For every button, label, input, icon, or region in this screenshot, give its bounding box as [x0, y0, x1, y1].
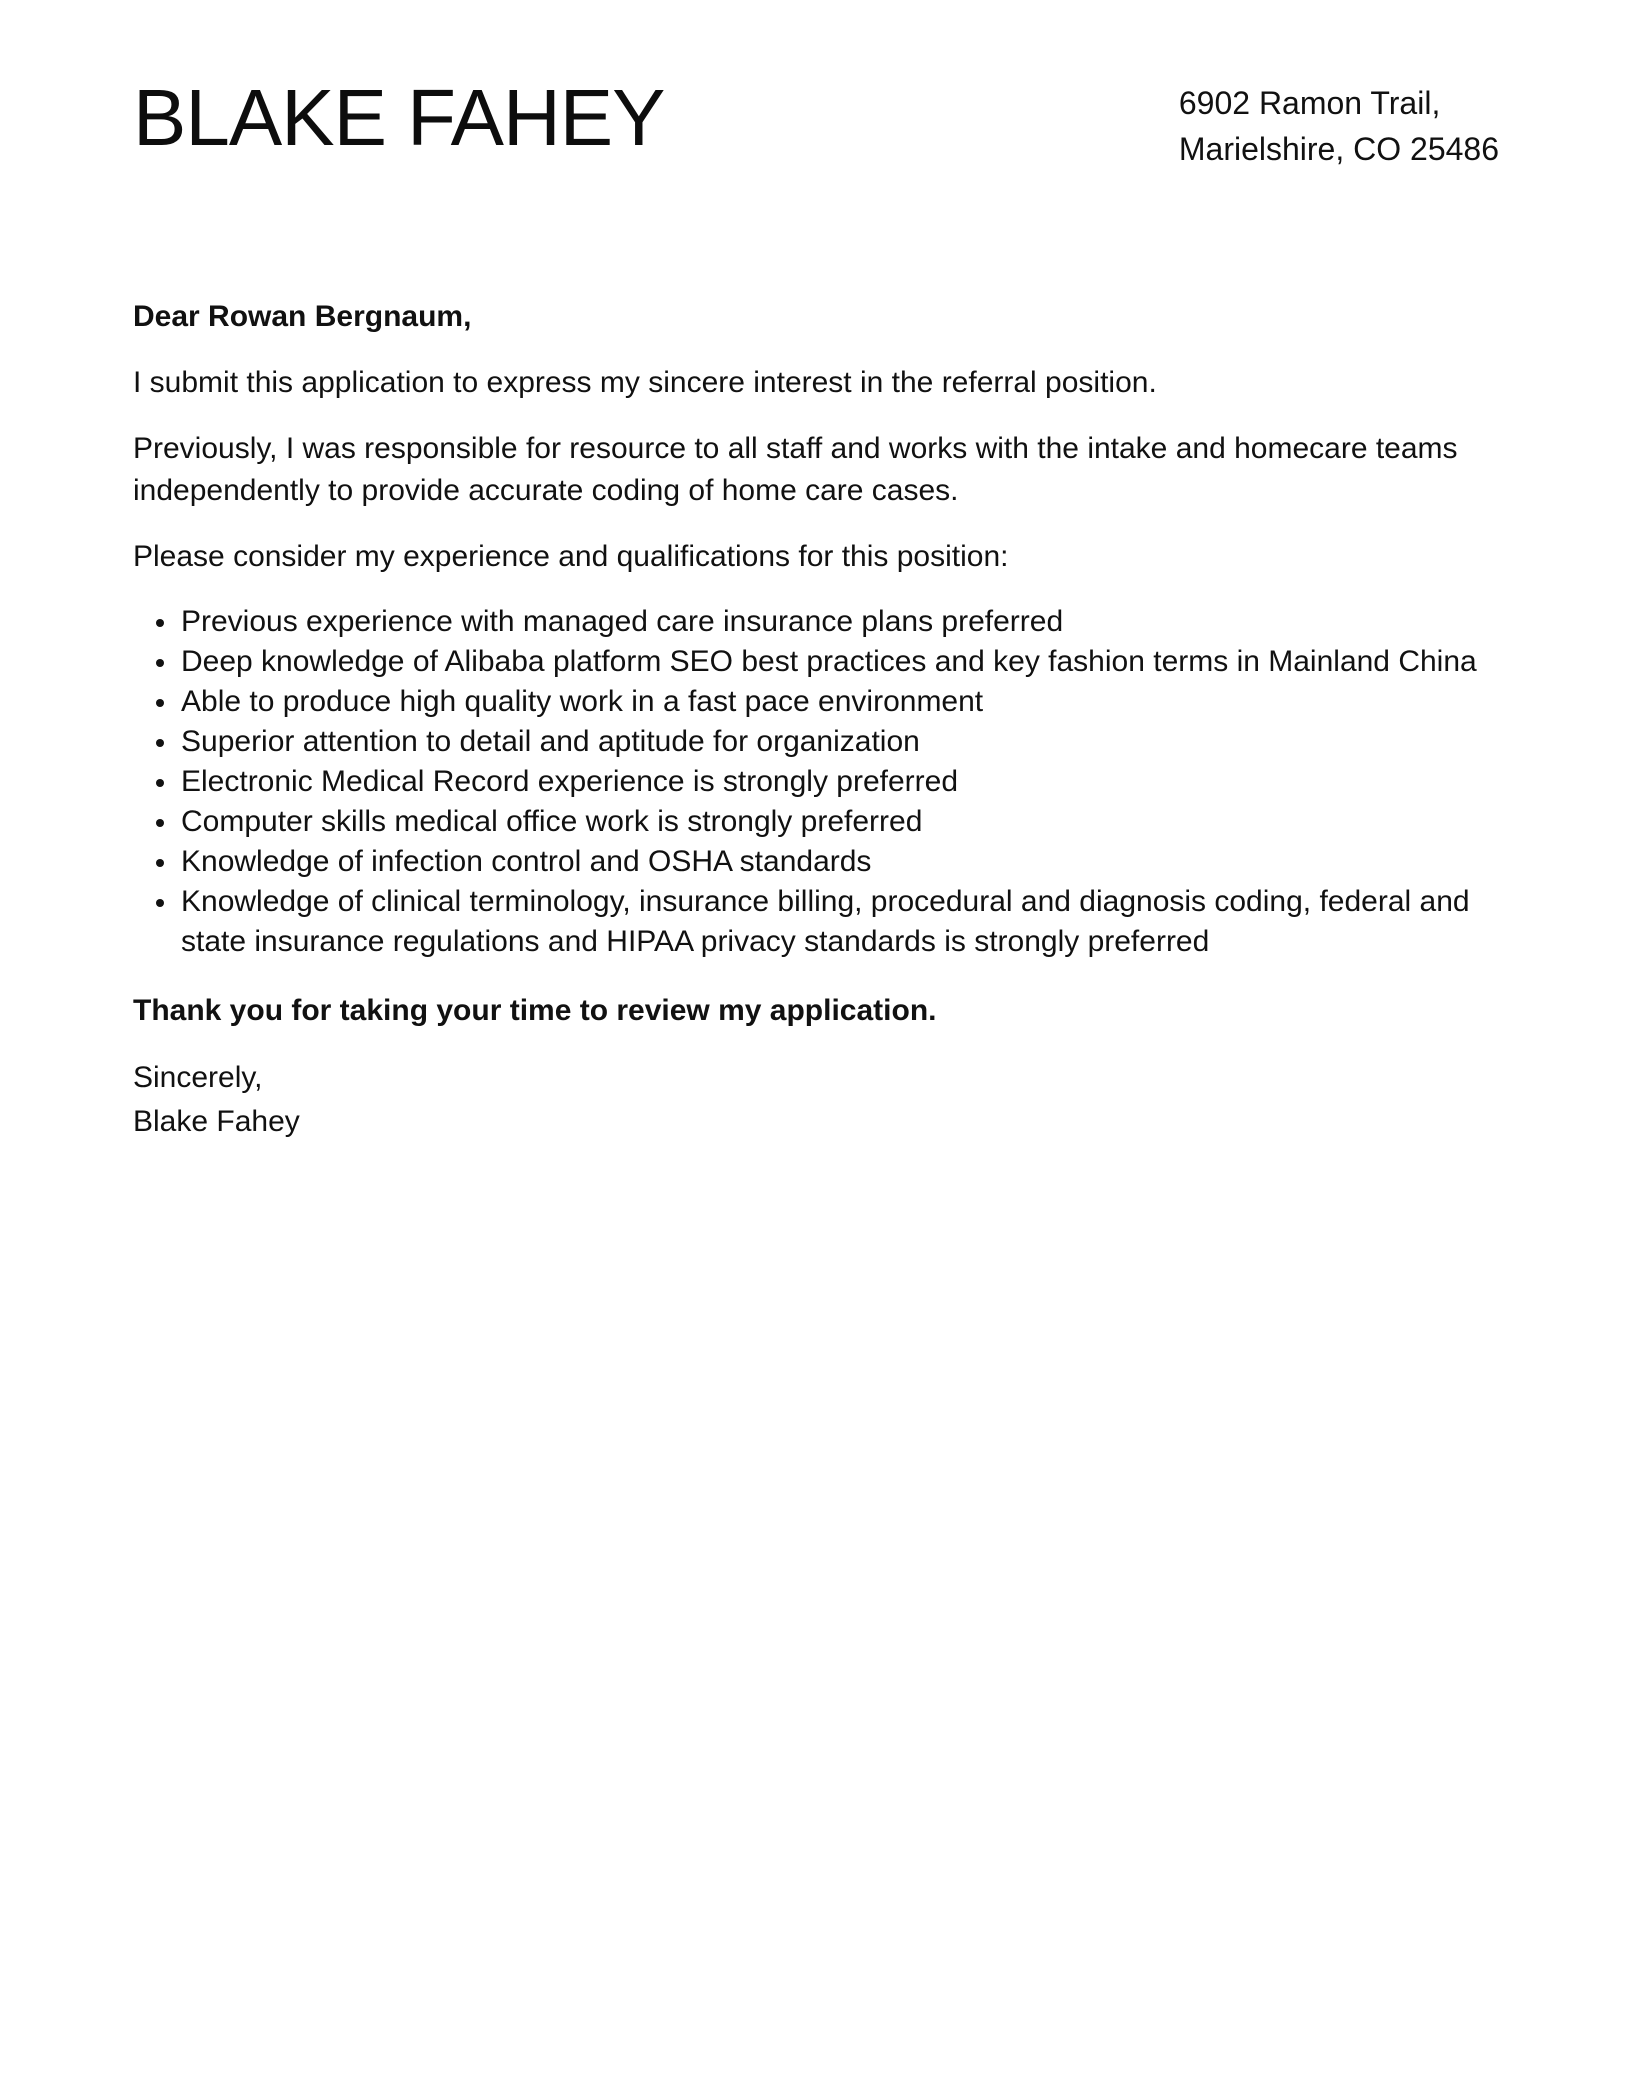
- list-item: Previous experience with managed care insurance plans preferred: [181, 602, 1499, 642]
- closing-thanks: Thank you for taking your time to review my application.: [133, 994, 937, 1027]
- applicant-name: BLAKE FAHEY: [133, 73, 665, 162]
- list-item: Knowledge of clinical terminology, insurance billing, procedural and diagnosis coding, federal and state insurance regulations and HIPAA privacy standards is strongly preferred: [181, 882, 1499, 962]
- list-item: Electronic Medical Record experience is strongly preferred: [181, 762, 1499, 802]
- qualifications-list: [133, 602, 1499, 962]
- letter-body: [133, 296, 1499, 1144]
- list-item: Knowledge of infection control and OSHA standards: [181, 842, 1499, 882]
- signoff-word: Sincerely,: [133, 1061, 263, 1094]
- address-line-1: 6902 Ramon Trail,: [1178, 85, 1441, 121]
- applicant-address: [1179, 80, 1499, 172]
- list-item: Superior attention to detail and aptitude for organization: [181, 722, 1499, 762]
- experience-paragraph: Previously, I was responsible for resource to all staff and works with the intake and homecare teams independently to provide accurate coding of home care cases.: [133, 432, 1458, 507]
- letter-header: [133, 0, 1499, 260]
- greeting: Dear Rowan Bergnaum,: [133, 300, 472, 333]
- list-item: Able to produce high quality work in a fast pace environment: [181, 682, 1499, 722]
- cover-letter-page: [133, 0, 1499, 1138]
- consider-paragraph: Please consider my experience and qualifications for this position:: [133, 540, 1009, 573]
- intro-paragraph: I submit this application to express my sincere interest in the referral position.: [133, 366, 1157, 399]
- signoff-block: [133, 1056, 1499, 1144]
- list-item: Computer skills medical office work is strongly preferred: [181, 802, 1499, 842]
- list-item: Deep knowledge of Alibaba platform SEO best practices and key fashion terms in Mainland China: [181, 642, 1499, 682]
- signature-name: Blake Fahey: [133, 1105, 300, 1138]
- address-line-2: Marielshire, CO 25486: [1178, 131, 1499, 167]
